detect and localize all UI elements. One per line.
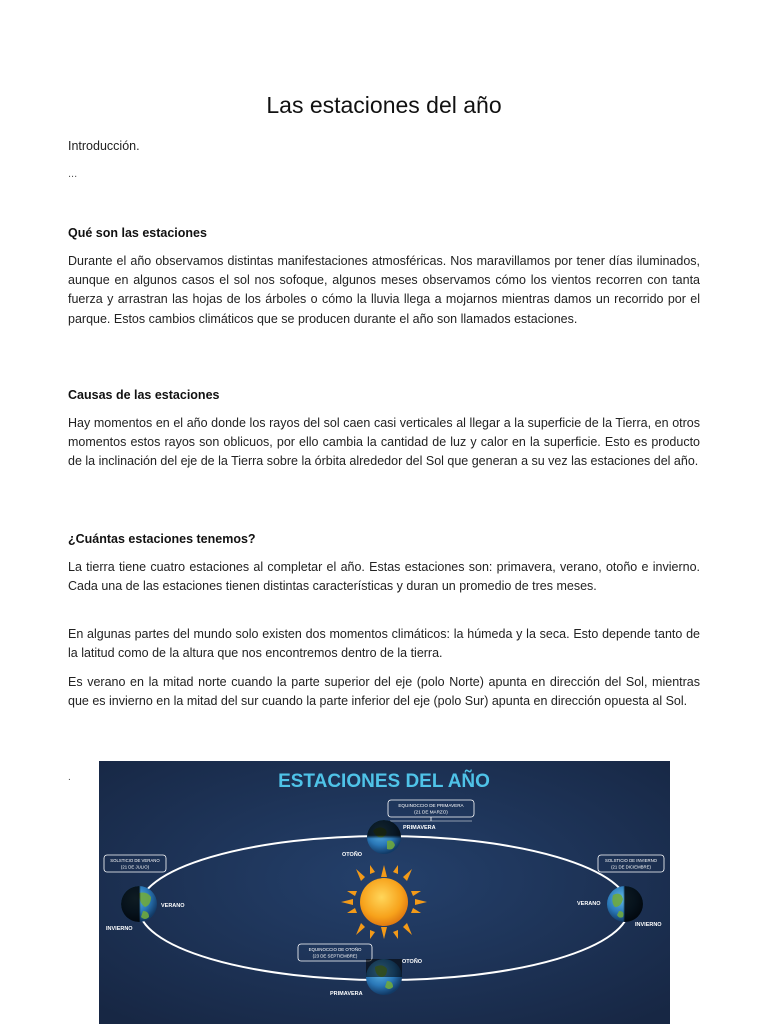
section-paragraph: En algunas partes del mundo solo existen dos momentos climáticos: la húmeda y la seca. Esto depende tanto de la latitud como de la altura que nos encontremos dentro de la tierra.	[68, 627, 700, 661]
season-label: VERANO	[161, 903, 185, 909]
section-paragraph: Durante el año observamos distintas manifestaciones atmosféricas. Nos maravillamos por tener días iluminados, aunque en algunos casos el sol nos sofoque, algunos meses observamos cómo los vientos recorren con tanta fuerza y arrastran las hojas de los árboles o cómo la lluvia llega a mojarnos mientras damos un recorrido por el parque. Estos cambios climáticos que se producen durante el año son llamados estaciones.	[68, 254, 700, 326]
box-right-line1: SOLSTICIO DE INVIERNO	[604, 858, 658, 863]
season-label: INVIERNO	[106, 926, 133, 932]
season-label: INVIERNO	[635, 922, 662, 928]
section-heading-que-son: Qué son las estaciones	[68, 226, 207, 240]
box-bottom-line2: (23 DE SEPTIEMBRE)	[312, 953, 358, 959]
box-left-line2: (21 DE JULIO)	[120, 864, 150, 870]
season-label: PRIMAVERA	[403, 825, 436, 831]
section-paragraph: La tierra tiene cuatro estaciones al completar el año. Estas estaciones son: primavera, verano, otoño e invierno. Cada una de las estaciones tienen distintas características y duran un promedio de tres meses.	[68, 560, 700, 594]
box-top-line2: (21 DE MARZO)	[414, 809, 448, 815]
box-right-line2: (21 DE DICIEMBRE)	[611, 864, 651, 870]
earth-icon-top	[367, 820, 401, 854]
section-heading-cuantas: ¿Cuántas estaciones tenemos?	[68, 532, 256, 546]
season-label: VERANO	[577, 901, 601, 907]
document-title: Las estaciones del año	[266, 92, 502, 118]
box-bottom-line1: EQUINOCCIO DE OTOÑO	[308, 947, 362, 952]
intro-label: Introducción.	[68, 139, 140, 153]
box-top-line1: EQUINOCCIO DE PRIMAVERA	[398, 803, 464, 808]
section-heading-causas: Causas de las estaciones	[68, 388, 220, 402]
image-dot: .	[68, 772, 71, 783]
earth-icon-left	[121, 886, 157, 922]
season-label: OTOÑO	[402, 959, 423, 965]
infographic-svg	[99, 761, 670, 1024]
section-paragraph: Hay momentos en el año donde los rayos del sol caen casi verticales al llegar a la superficie de la Tierra, en otros momentos estos rayos son oblicuos, por ello cambia la cantidad de luz y calor en la superficie. Esto es producto de la inclinación del eje de la Tierra sobre la órbita alrededor del Sol que generan a su vez las estaciones del año.	[68, 416, 700, 469]
box-left-line1: SOLSTICIO DE VERANO	[110, 858, 160, 863]
seasons-infographic	[99, 761, 670, 1024]
season-label: PRIMAVERA	[330, 991, 363, 997]
infographic-title: ESTACIONES DEL AÑO	[278, 771, 490, 792]
season-label: OTOÑO	[342, 852, 363, 858]
earth-icon-bottom	[366, 959, 402, 995]
earth-icon-right	[607, 886, 643, 922]
section-paragraph: Es verano en la mitad norte cuando la parte superior del eje (polo Norte) apunta en dirección del Sol, mientras que es invierno en la mitad del sur cuando la parte inferior del eje (polo Sur) apunta en dirección opuesta al Sol.	[68, 675, 700, 709]
intro-ellipsis: ...	[68, 168, 78, 180]
